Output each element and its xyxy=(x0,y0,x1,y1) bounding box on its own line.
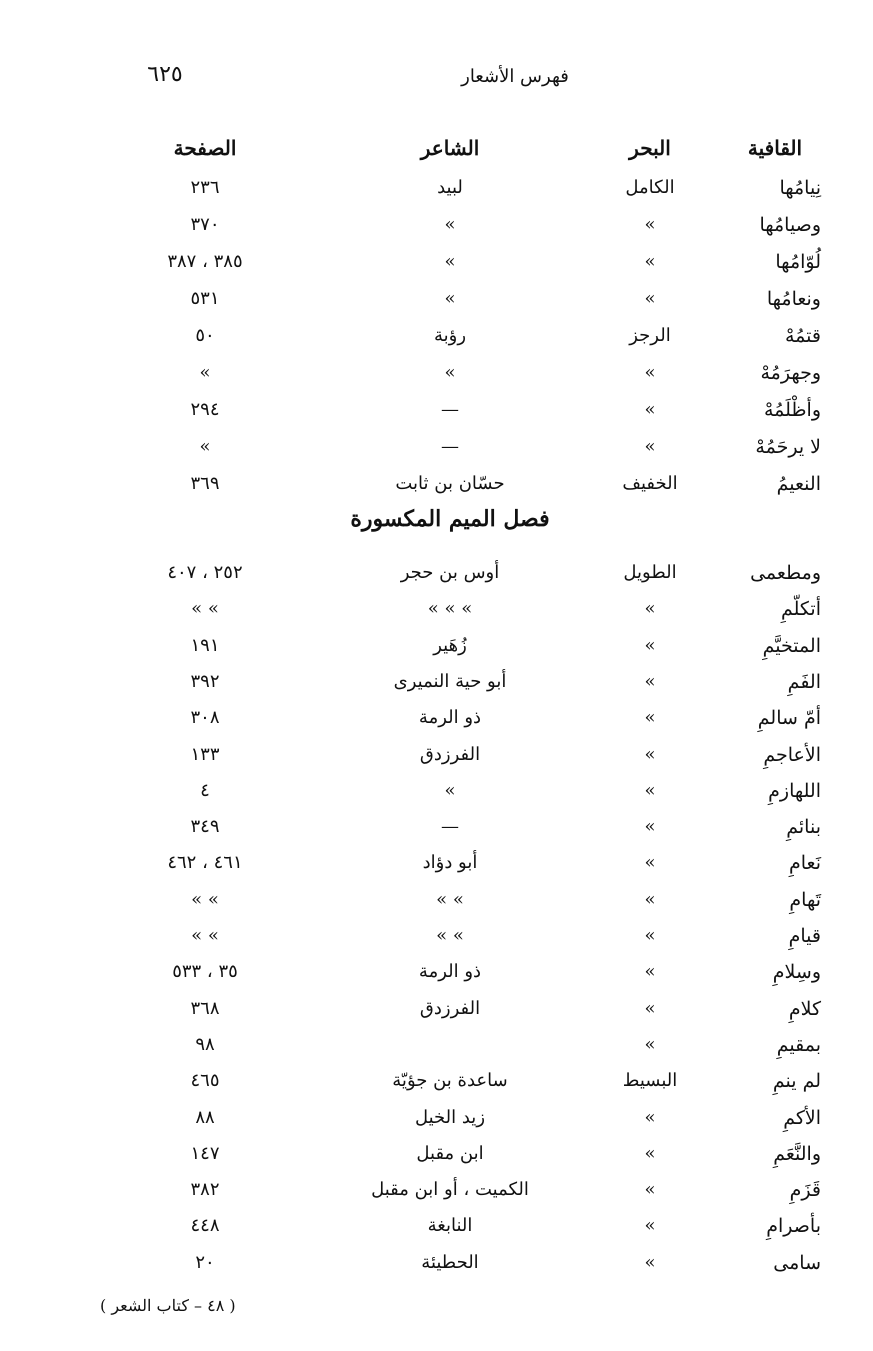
table-row xyxy=(0,429,873,465)
meter-cell: » xyxy=(644,436,656,457)
rhyme-cell: أتكلّمِ xyxy=(781,598,821,621)
meter-cell: » xyxy=(644,399,656,420)
rhyme-cell: وأظْلَمُهْ xyxy=(763,399,821,421)
rhyme-cell: أمّ سالمِ xyxy=(757,707,821,730)
page-cell: ٢٠ xyxy=(195,1251,215,1273)
page-cell: ٣٦٩ xyxy=(190,473,220,494)
page-cell: » » xyxy=(191,925,219,946)
page-cell: ٩٨ xyxy=(195,1033,215,1055)
meter-cell: » xyxy=(644,743,656,765)
rhyme-cell: قتمُهْ xyxy=(785,325,821,347)
rhyme-cell: النعيمُ xyxy=(776,473,821,495)
rhyme-cell: قَزَمِ xyxy=(789,1179,821,1202)
poet-cell: أبو دؤاد xyxy=(422,852,478,874)
rhyme-cell: المتخيَّمِ xyxy=(762,634,821,657)
meter-cell: » xyxy=(644,362,656,383)
poet-cell: الفرزدق xyxy=(419,997,481,1019)
table-row xyxy=(0,773,873,809)
table-row xyxy=(0,628,873,664)
rhyme-cell: قيامِ xyxy=(788,925,821,947)
page-cell: ٨٨ xyxy=(195,1106,215,1128)
table-row xyxy=(0,1172,873,1208)
rhyme-cell: سامى xyxy=(773,1251,821,1274)
column-header-page: الصفحة xyxy=(173,136,237,160)
table-row xyxy=(0,281,873,317)
page-cell: ٣٥ ، ٥٣٣ xyxy=(172,961,238,983)
table-row xyxy=(0,1136,873,1172)
page-cell: ٤٦٥ xyxy=(190,1070,220,1092)
meter-cell: » xyxy=(644,707,656,729)
meter-cell: الخفيف xyxy=(622,473,678,494)
table-row xyxy=(0,845,873,881)
meter-cell: » xyxy=(644,214,656,235)
table-row xyxy=(0,882,873,918)
page-cell: ٣٦٨ xyxy=(190,997,220,1019)
rhyme-cell: لم ينمِ xyxy=(772,1070,821,1093)
meter-cell: » xyxy=(644,1179,656,1201)
rhyme-cell: بأصرامِ xyxy=(766,1215,821,1238)
poet-cell: زُهَير xyxy=(433,634,467,656)
table-row xyxy=(0,1027,873,1063)
poet-cell xyxy=(300,1027,600,1063)
running-header-title: فهرس الأشعار xyxy=(461,66,569,87)
meter-cell: » xyxy=(644,598,656,620)
meter-cell: الرجز xyxy=(629,325,671,346)
footer-signature: ( ٤٨ – كتاب الشعر ) xyxy=(100,1296,236,1315)
table-row xyxy=(0,700,873,736)
page-cell: ١٣٣ xyxy=(190,743,220,765)
meter-cell: » xyxy=(644,1251,656,1273)
poet-cell: » xyxy=(444,214,456,235)
poet-cell: ذو الرمة xyxy=(418,961,482,983)
table-row xyxy=(0,918,873,954)
page-cell: ٢٥٢ ، ٤٠٧ xyxy=(167,562,243,583)
page-cell: ٣٨٥ ، ٣٨٧ xyxy=(167,251,243,272)
meter-cell: » xyxy=(644,1033,656,1055)
page-cell: » » xyxy=(191,598,219,620)
column-header-rhyme: القافية xyxy=(747,136,803,160)
rhyme-cell: الأكمِ xyxy=(783,1106,821,1129)
poet-cell: لبيد xyxy=(437,177,463,198)
table-row xyxy=(0,170,873,206)
meter-cell: » xyxy=(644,1142,656,1164)
poet-cell: الحطيئة xyxy=(421,1251,479,1273)
page-cell: ٢٣٦ xyxy=(190,177,220,198)
rhyme-cell: لا يرحَمُهْ xyxy=(755,436,821,458)
page-cell: ٣٧٠ xyxy=(190,214,220,235)
table-row xyxy=(0,591,873,627)
meter-cell: » xyxy=(644,852,656,874)
rhyme-cell: وسِلامِ xyxy=(772,961,821,984)
column-header-meter: البحر xyxy=(629,136,671,160)
poet-cell: الفرزدق xyxy=(419,743,481,765)
page-cell: » xyxy=(199,436,211,457)
rhyme-cell: نِيامُها xyxy=(779,177,821,199)
meter-cell: » xyxy=(644,961,656,983)
rhyme-cell: ونعامُها xyxy=(766,288,821,310)
table-row xyxy=(0,1208,873,1244)
meter-cell: » xyxy=(644,925,656,946)
poet-cell: — xyxy=(441,816,459,838)
poet-cell: — xyxy=(441,436,459,457)
rhyme-cell: كلامِ xyxy=(788,997,821,1020)
rhyme-cell: اللهازمِ xyxy=(768,779,821,802)
poet-cell: أبو حية النميرى xyxy=(393,670,507,692)
page-cell: ١٩١ xyxy=(190,634,220,656)
page-number: ٦٢٥ xyxy=(147,62,183,87)
meter-cell: » xyxy=(644,816,656,838)
poet-cell: أوس بن حجر xyxy=(400,562,500,583)
rhyme-cell: والنَّعَمِ xyxy=(773,1142,821,1165)
rhyme-cell: وصيامُها xyxy=(759,214,821,236)
table-row xyxy=(0,555,873,591)
page-cell: » xyxy=(199,362,211,383)
poet-cell: ابن مقبل xyxy=(416,1142,484,1164)
page-cell: ٣٤٩ xyxy=(190,816,220,838)
page-cell: ٤٤٨ xyxy=(190,1215,220,1237)
column-header-poet: الشاعر xyxy=(420,136,480,160)
page-cell: ٥٠ xyxy=(195,325,215,346)
table-row xyxy=(0,1100,873,1136)
table-row xyxy=(0,318,873,354)
table-row xyxy=(0,809,873,845)
rhyme-cell: نَعامِ xyxy=(788,852,821,875)
rhyme-cell: تَهامِ xyxy=(789,888,821,911)
poet-cell: — xyxy=(441,399,459,420)
poet-cell: » » » xyxy=(427,598,473,620)
meter-cell: » xyxy=(644,888,656,910)
meter-cell: » xyxy=(644,634,656,656)
poet-cell: الكميت ، أو ابن مقبل xyxy=(371,1179,529,1201)
poet-cell: ساعدة بن جؤيّة xyxy=(392,1070,508,1092)
table-row xyxy=(0,207,873,243)
poet-cell: حسّان بن ثابت xyxy=(395,473,505,494)
page-cell: ٢٩٤ xyxy=(190,399,220,420)
poet-cell: ذو الرمة xyxy=(418,707,482,729)
meter-cell: الطويل xyxy=(623,562,677,583)
poet-cell: » » xyxy=(436,888,464,910)
table-row xyxy=(0,1063,873,1099)
meter-cell: » xyxy=(644,251,656,272)
rhyme-cell: ومطعمى xyxy=(750,562,821,584)
poet-cell: النابغة xyxy=(427,1215,473,1237)
table-row xyxy=(0,392,873,428)
page-cell: ٣٠٨ xyxy=(190,707,220,729)
poet-cell: » xyxy=(444,288,456,309)
page-cell: ١٤٧ xyxy=(190,1142,220,1164)
table-row xyxy=(0,664,873,700)
table-row xyxy=(0,244,873,280)
rhyme-cell: وجهرَمُهْ xyxy=(760,362,821,384)
table-row xyxy=(0,954,873,990)
meter-cell: الكامل xyxy=(625,177,675,198)
rhyme-cell: بنائمِ xyxy=(786,816,821,839)
meter-cell: » xyxy=(644,997,656,1019)
meter-cell: » xyxy=(644,288,656,309)
meter-cell: » xyxy=(644,779,656,801)
poet-cell: رؤبة xyxy=(433,325,467,346)
table-row xyxy=(0,355,873,391)
rhyme-cell: بمقيمِ xyxy=(776,1033,821,1056)
page-cell: ٤ xyxy=(200,779,210,801)
poet-cell: زيد الخيل xyxy=(414,1106,486,1128)
table-row xyxy=(0,991,873,1027)
page-cell: ٣٨٢ xyxy=(190,1179,220,1201)
poet-cell: » » xyxy=(436,925,464,946)
page-cell: ٤٦١ ، ٤٦٢ xyxy=(167,852,243,874)
page-cell: ٣٩٢ xyxy=(190,670,220,692)
table-row xyxy=(0,737,873,773)
rhyme-cell: الفَمِ xyxy=(787,670,821,693)
meter-cell: » xyxy=(644,670,656,692)
section-title: فصل الميم المكسورة xyxy=(350,506,550,532)
rhyme-cell: لُوّامُها xyxy=(775,251,821,273)
poet-cell: » xyxy=(444,779,456,801)
poet-cell: » xyxy=(444,251,456,272)
meter-cell: » xyxy=(644,1215,656,1237)
page-cell: ٥٣١ xyxy=(190,288,220,309)
table-row xyxy=(0,1245,873,1281)
page-cell: » » xyxy=(191,888,219,910)
poet-cell: » xyxy=(444,362,456,383)
meter-cell: البسيط xyxy=(622,1070,678,1092)
table-row xyxy=(0,466,873,502)
meter-cell: » xyxy=(644,1106,656,1128)
rhyme-cell: الأعاجمِ xyxy=(763,743,821,766)
